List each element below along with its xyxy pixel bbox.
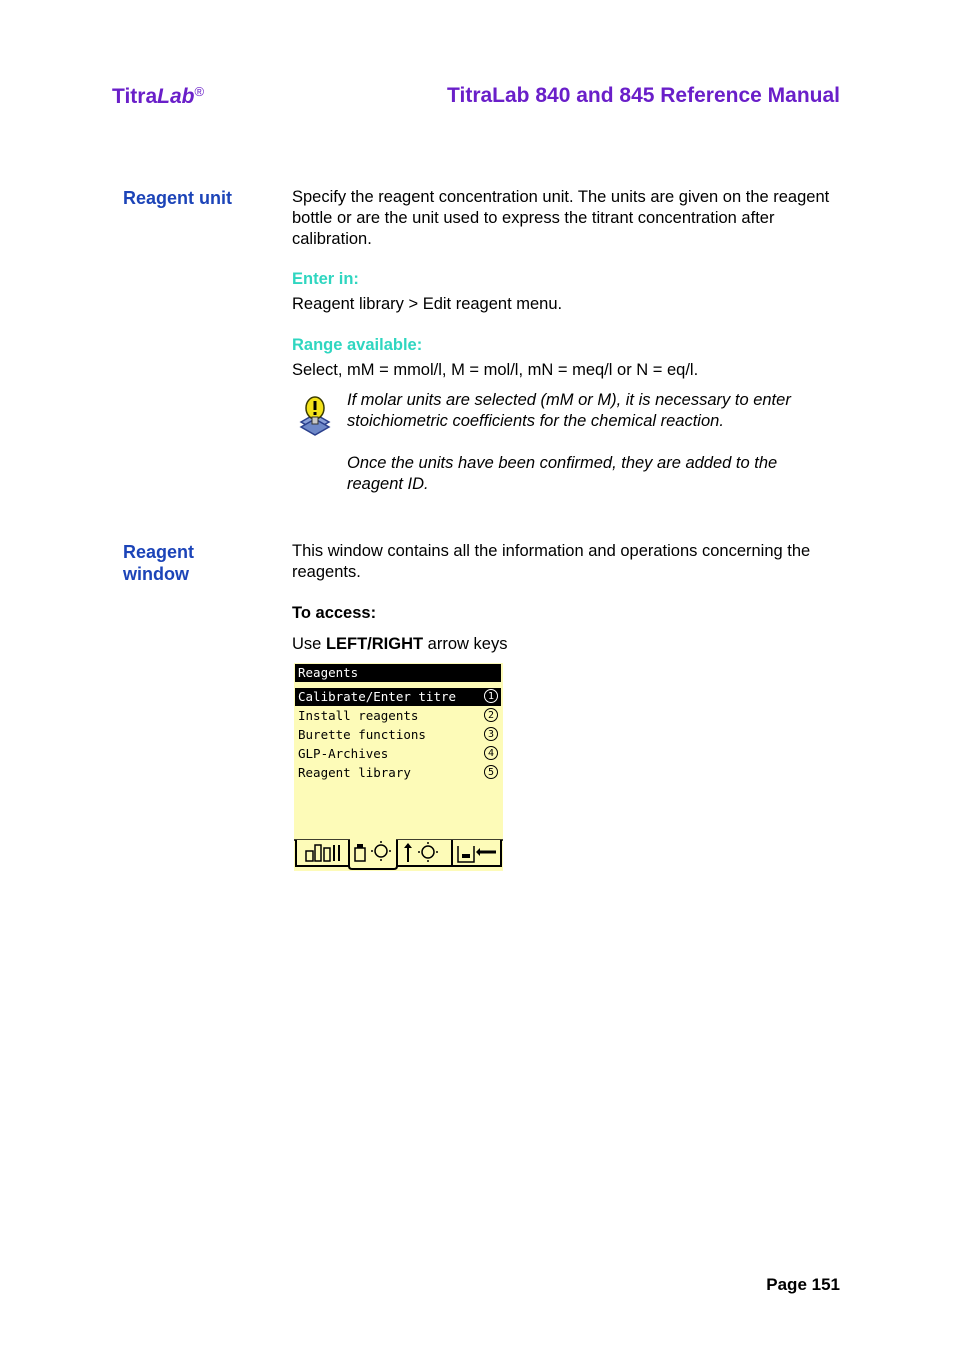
electrode-tab-icon[interactable] (397, 840, 452, 866)
menu-item-burette-functions[interactable] (295, 726, 501, 744)
menu-item-number: 2 (484, 708, 498, 722)
method-tab-icon[interactable] (296, 840, 349, 866)
access-keys: LEFT/RIGHT (325, 635, 424, 653)
device-screen (294, 663, 503, 871)
brand-italic: Lab (157, 85, 195, 108)
menu-item-number: 4 (484, 746, 498, 760)
menu-item-number: 1 (484, 689, 498, 703)
access-label: To access: (292, 604, 377, 622)
reagent-window-heading (123, 541, 194, 585)
note-molar-units: If molar units are selected (mM or M), it is necessary to enter stoichiometric coefficients for the chemical reaction. (347, 391, 791, 430)
brand-mark: ® (194, 84, 205, 99)
enter-in-label: Enter in: (292, 270, 359, 288)
menu-item-number: 5 (484, 765, 498, 779)
note-units-confirmed: Once the units have been confirmed, they are added to the reagent ID. (347, 454, 778, 493)
enter-in-value: Reagent library > Edit reagent menu. (292, 295, 563, 313)
setup-tab-icon[interactable] (452, 840, 501, 866)
reagent-tab-icon[interactable] (349, 840, 397, 869)
menu-item-label: Burette functions (298, 727, 426, 742)
menu-item-install-reagents[interactable] (295, 707, 501, 725)
range-value: Select, mM = mmol/l, M = mol/l, mN = meq/l or N = eq/l. (292, 361, 699, 379)
warning-bulb-icon (297, 394, 333, 440)
brand-logo (112, 84, 204, 109)
menu-item-label: GLP-Archives (298, 746, 389, 761)
menu-item-label: Reagent library (298, 765, 411, 780)
screen-title: Reagents (295, 664, 501, 682)
range-label: Range available: (292, 336, 423, 354)
brand-prefix: Titra (112, 85, 158, 108)
reagent-window-heading-line1: Reagent (123, 542, 195, 562)
access-suffix: arrow keys (423, 635, 508, 653)
page-number: Page 151 (766, 1275, 840, 1294)
reagent-unit-heading: Reagent unit (123, 188, 233, 208)
access-instruction (292, 634, 840, 655)
menu-item-calibrate[interactable] (295, 688, 501, 706)
reagent-window-heading-line2: window (123, 564, 189, 584)
menu-item-number: 3 (484, 727, 498, 741)
menu-item-label: Install reagents (298, 708, 419, 723)
menu-item-reagent-library[interactable] (295, 764, 501, 782)
reagent-window-description: This window contains all the information and operations concerning the reagents. (292, 542, 811, 581)
reagent-unit-description: Specify the reagent concentration unit. The units are given on the reagent bottle or are the unit used to express the titrant concentration after calibration. (292, 188, 830, 248)
access-prefix: Use (292, 635, 326, 653)
screen-tab-bar (294, 835, 503, 871)
menu-item-label: Calibrate/Enter titre (298, 689, 457, 704)
menu-item-glp-archives[interactable] (295, 745, 501, 763)
manual-title: TitraLab 840 and 845 Reference Manual (447, 84, 840, 107)
